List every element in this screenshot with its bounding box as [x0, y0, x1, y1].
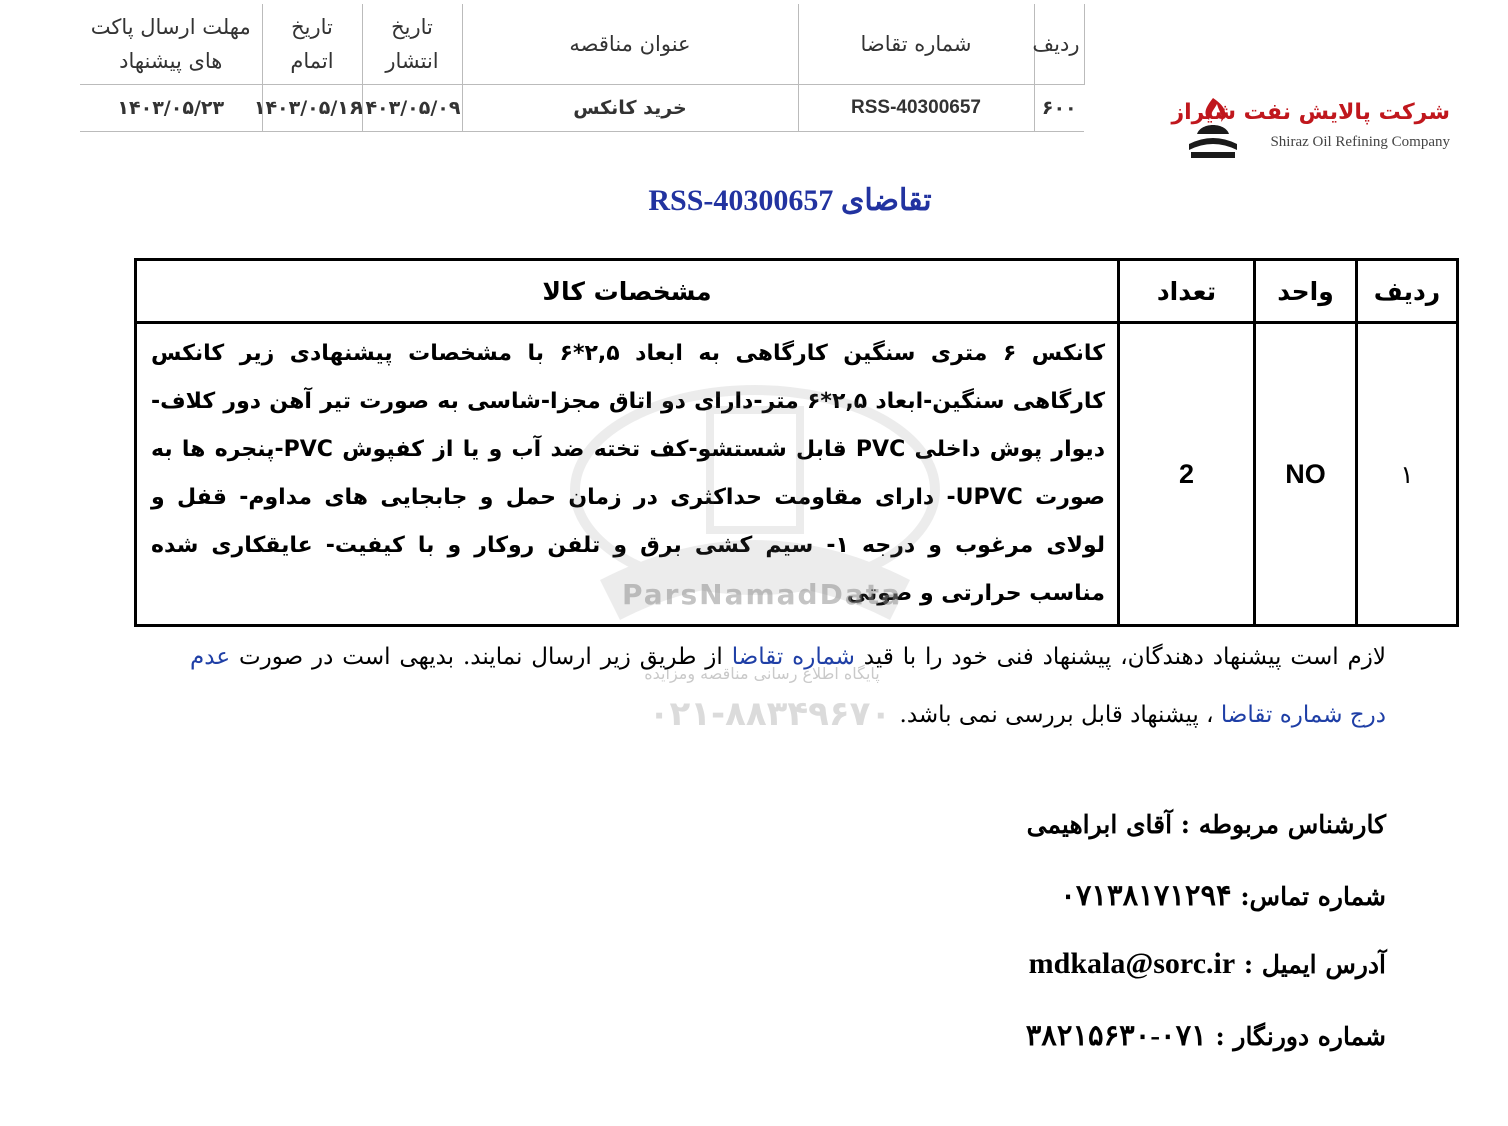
request-title	[560, 183, 1020, 218]
contact-expert	[1027, 810, 1386, 839]
phone-value: ۰۷۱۳۸۱۷۱۲۹۴	[1060, 880, 1232, 912]
col-header-tender-title: عنوان مناقصه	[462, 4, 798, 85]
notice-highlight-request-no: شماره تقاضا	[731, 644, 855, 670]
items-header-row	[136, 260, 1458, 323]
fax-value: ۰۷۱-۳۸۲۱۵۶۳۰	[1025, 1020, 1207, 1052]
items-header-unit: واحد	[1255, 260, 1357, 323]
items-table	[134, 258, 1459, 627]
request-no-cell: RSS-40300657	[798, 85, 1034, 132]
item-unit: NO	[1255, 323, 1357, 626]
item-qty: 2	[1119, 323, 1255, 626]
publish-date-cell: ۱۴۰۳/۰۵/۰۹	[362, 85, 462, 132]
notice-text-3: ، پیشنهاد قابل بررسی نمی باشد.	[899, 702, 1221, 728]
tender-info-header-row	[80, 4, 1084, 85]
deadline-cell: ۱۴۰۳/۰۵/۲۳	[80, 85, 262, 132]
contact-email	[1029, 947, 1386, 981]
contact-phone	[1060, 878, 1386, 913]
expert-value: آقای ابراهیمی	[1026, 810, 1173, 839]
watermark-subtitle: پایگاه اطلاع رسانی مناقصه ومزایده	[644, 664, 880, 683]
phone-label: شماره تماس:	[1231, 882, 1386, 911]
notice-text-1: لازم است پیشنهاد دهندگان، پیشنهاد فنی خود را با قید	[854, 644, 1386, 670]
col-header-publish-date: تاریخ انتشار	[362, 4, 462, 85]
email-label: آدرس ایمیل :	[1235, 950, 1386, 979]
company-name-en: Shiraz Oil Refining Company	[1270, 134, 1450, 150]
item-spec: کانکس ۶ متری سنگین کارگاهی به ابعاد ۲,۵*۶ با مشخصات پیشنهادی زیر کانکس کارگاهی سنگین-ابعاد ۲,۵*۶ متر-دارای دو اتاق مجزا-شاسی به صورت تیر آهن دور کلاف-دیوار پوش داخلی PVC قابل شستشو-کف تخته ضد آب و یا از کفپوش PVC-پنجره ها به صورت UPVC- دارای مقاومت حداکثری در زمان حمل و جابجایی های مداوم- قفل و لولای مرغوب و درجه ۱- سیم کشی برق و تلفن روکار و با کیفیت- عایقکاری شده مناسب حرارتی و صوتی	[136, 323, 1119, 626]
col-header-end-date: تاریخ اتمام	[262, 4, 362, 85]
row-no-cell: ۶۰۰	[1034, 85, 1084, 132]
items-header-row-no: ردیف	[1357, 260, 1458, 323]
watermark-phone: ۰۲۱-۸۸۳۴۹۶۷۰	[648, 694, 892, 734]
watermark-brand: ParsNamadData	[622, 578, 902, 611]
fax-label: شماره دورنگار :	[1206, 1022, 1386, 1051]
company-name-fa: شرکت پالایش نفت شیراز	[1171, 100, 1450, 125]
item-row-no: ۱	[1357, 323, 1458, 626]
end-date-cell: ۱۴۰۳/۰۵/۱۶	[262, 85, 362, 132]
notice-text-2: از طریق زیر ارسال نمایند. بدیهی است در صورت	[230, 644, 732, 670]
items-header-qty: تعداد	[1119, 260, 1255, 323]
contact-fax	[1026, 1018, 1386, 1053]
submission-notice	[190, 628, 1386, 744]
tender-info-table	[80, 4, 1085, 132]
notice-highlight-missing-no: عدم درج شماره تقاضا	[190, 644, 1386, 728]
request-number: RSS-40300657	[648, 184, 834, 217]
col-header-row-no: ردیف	[1034, 4, 1084, 85]
col-header-deadline: مهلت ارسال پاکت های پیشنهاد	[90, 15, 251, 73]
tender-title-cell: خرید کانکس	[462, 85, 798, 132]
expert-label: کارشناس مربوطه :	[1172, 810, 1386, 839]
items-header-spec: مشخصات کالا	[136, 260, 1119, 323]
tender-info-row	[80, 85, 1084, 132]
request-label: تقاضای	[840, 184, 932, 217]
col-header-request-no: شماره تقاضا	[798, 4, 1034, 85]
email-value[interactable]: mdkala@sorc.ir	[1028, 947, 1236, 980]
